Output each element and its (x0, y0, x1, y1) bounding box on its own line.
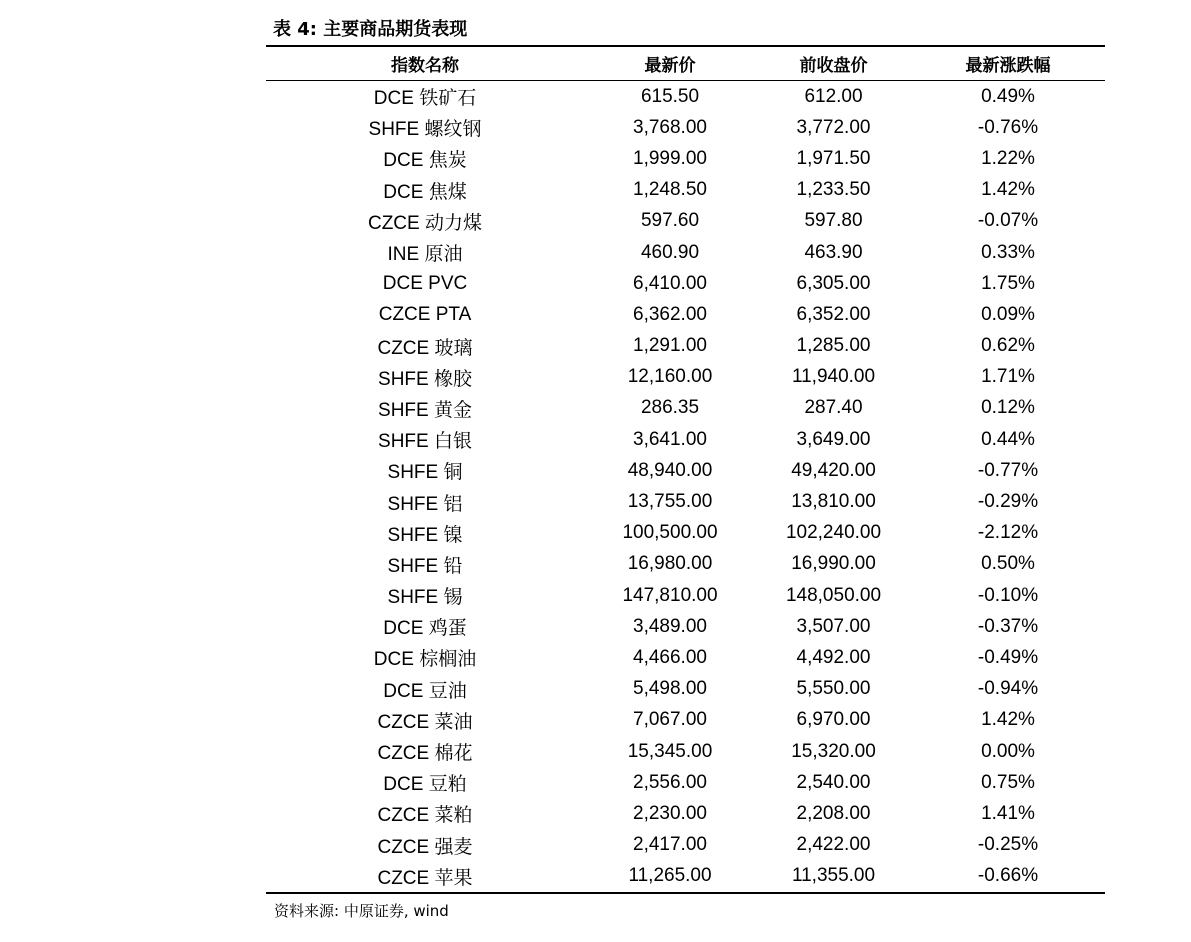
cell-latest-change: -0.29% (977, 491, 1039, 513)
cell-index-name: CZCE 棉花 (377, 743, 473, 765)
cell-latest-price: 100,500.00 (622, 522, 718, 544)
cell-previous-close: 3,507.00 (796, 615, 871, 637)
cell-previous-close: 5,550.00 (796, 678, 871, 700)
cell-index-name: SHFE 镍 (387, 524, 463, 546)
cell-latest-price: 3,489.00 (633, 615, 707, 637)
table-row (266, 861, 1105, 893)
table-header-row (266, 46, 1105, 81)
cell-latest-change: -0.07% (977, 210, 1039, 232)
cell-index-name: DCE 焦煤 (383, 181, 467, 203)
cell-latest-change: -0.25% (977, 834, 1039, 856)
table-row (266, 331, 1105, 362)
cell-latest-price: 3,641.00 (633, 428, 707, 450)
table-row (266, 642, 1105, 673)
cell-previous-close: 148,050.00 (785, 584, 882, 606)
cell-latest-price: 13,755.00 (627, 491, 713, 513)
cell-index-name: SHFE 螺纹钢 (368, 119, 482, 141)
cell-latest-change: 1.71% (981, 366, 1035, 388)
table-row (266, 175, 1105, 206)
table-row (266, 268, 1105, 299)
table-row (266, 580, 1105, 611)
cell-previous-close: 3,649.00 (796, 428, 871, 450)
cell-previous-close: 1,233.50 (796, 179, 871, 201)
cell-latest-price: 16,980.00 (627, 553, 713, 575)
cell-index-name: DCE 豆粕 (383, 774, 467, 796)
cell-previous-close: 6,970.00 (796, 709, 871, 731)
table-header (266, 46, 1105, 81)
cell-index-name: DCE 焦炭 (383, 150, 467, 172)
table-row (266, 736, 1105, 767)
cell-latest-change: 0.12% (981, 397, 1035, 419)
cell-previous-close: 463.90 (804, 241, 863, 263)
table-row (266, 611, 1105, 642)
cell-latest-price: 1,248.50 (633, 179, 707, 201)
cell-previous-close: 4,492.00 (796, 646, 871, 668)
table-caption: 表 4: 主要商品期货表现 (273, 19, 468, 40)
cell-index-name: CZCE PTA (378, 303, 472, 325)
source-note: 资料来源: 中原证券, wind (274, 902, 449, 920)
cell-previous-close: 6,305.00 (796, 272, 871, 294)
cell-index-name: SHFE 白银 (378, 431, 472, 453)
cell-previous-close: 2,208.00 (796, 802, 871, 824)
cell-latest-change: -0.76% (977, 116, 1039, 138)
cell-index-name: SHFE 铅 (387, 555, 463, 577)
cell-latest-price: 6,410.00 (633, 272, 707, 294)
table-row (266, 237, 1105, 268)
cell-latest-price: 597.60 (640, 210, 700, 232)
table-row (266, 143, 1105, 174)
cell-index-name: INE 原油 (387, 244, 463, 266)
table-row (266, 798, 1105, 829)
cell-index-name: CZCE 菜粕 (377, 805, 473, 827)
header-latest-change: 最新涨跌幅 (965, 56, 1051, 76)
cell-latest-price: 147,810.00 (622, 584, 718, 606)
cell-latest-change: 0.49% (981, 85, 1035, 107)
cell-previous-close: 11,355.00 (791, 865, 876, 887)
cell-latest-price: 286.35 (640, 397, 700, 419)
cell-index-name: SHFE 黄金 (378, 399, 472, 421)
cell-index-name: CZCE 玻璃 (377, 337, 473, 359)
cell-latest-change: 0.09% (981, 303, 1035, 325)
cell-latest-change: 1.75% (981, 272, 1035, 294)
table-row (266, 81, 1105, 113)
table-row (266, 830, 1105, 861)
cell-latest-change: -0.66% (977, 865, 1039, 887)
cell-latest-price: 48,940.00 (627, 459, 713, 481)
cell-latest-price: 1,291.00 (633, 335, 707, 357)
table-row (266, 299, 1105, 330)
cell-latest-price: 6,362.00 (633, 303, 707, 325)
table-body (266, 81, 1105, 893)
cell-latest-change: 1.41% (981, 802, 1035, 824)
cell-latest-change: -0.77% (977, 459, 1039, 481)
cell-previous-close: 1,971.50 (796, 147, 871, 169)
cell-latest-change: -0.37% (977, 615, 1039, 637)
table-row (266, 393, 1105, 424)
cell-previous-close: 16,990.00 (791, 553, 876, 575)
table-row (266, 362, 1105, 393)
cell-previous-close: 49,420.00 (791, 459, 876, 481)
cell-previous-close: 3,772.00 (796, 116, 871, 138)
cell-latest-price: 3,768.00 (633, 116, 707, 138)
cell-index-name: CZCE 苹果 (377, 867, 473, 889)
cell-index-name: DCE 铁矿石 (373, 88, 477, 110)
cell-previous-close: 15,320.00 (791, 740, 876, 762)
cell-latest-change: 1.22% (981, 147, 1035, 169)
cell-index-name: CZCE 强麦 (377, 836, 473, 858)
cell-previous-close: 102,240.00 (785, 522, 882, 544)
cell-previous-close: 612.00 (804, 85, 863, 107)
cell-previous-close: 13,810.00 (791, 491, 876, 513)
cell-previous-close: 2,422.00 (796, 834, 871, 856)
cell-index-name: SHFE 铝 (387, 493, 463, 515)
cell-previous-close: 597.80 (804, 210, 863, 232)
cell-index-name: SHFE 橡胶 (378, 368, 472, 390)
cell-latest-change: 0.44% (981, 428, 1035, 450)
cell-latest-change: 0.50% (981, 553, 1035, 575)
table-row (266, 424, 1105, 455)
table-row (266, 112, 1105, 143)
cell-previous-close: 2,540.00 (796, 771, 871, 793)
cell-previous-close: 6,352.00 (796, 303, 871, 325)
cell-latest-change: 1.42% (981, 709, 1035, 731)
cell-previous-close: 11,940.00 (791, 366, 876, 388)
cell-latest-price: 615.50 (640, 85, 700, 107)
cell-latest-price: 4,466.00 (633, 646, 707, 668)
cell-latest-price: 5,498.00 (633, 678, 707, 700)
cell-latest-change: 0.75% (981, 771, 1035, 793)
table-row (266, 206, 1105, 237)
commodity-futures-table (266, 45, 1105, 894)
cell-index-name: SHFE 铜 (387, 462, 463, 484)
table-row (266, 486, 1105, 517)
cell-latest-price: 1,999.00 (633, 147, 707, 169)
table-row (266, 767, 1105, 798)
cell-latest-change: 0.33% (981, 241, 1035, 263)
cell-latest-price: 15,345.00 (627, 740, 713, 762)
cell-index-name: SHFE 锡 (387, 587, 463, 609)
cell-latest-change: 1.42% (981, 179, 1035, 201)
cell-latest-price: 2,230.00 (633, 802, 707, 824)
cell-latest-price: 2,417.00 (633, 834, 707, 856)
table-row (266, 518, 1105, 549)
cell-index-name: DCE 棕榈油 (373, 649, 477, 671)
cell-latest-price: 11,265.00 (628, 865, 712, 887)
cell-index-name: CZCE 动力煤 (367, 212, 482, 234)
cell-latest-price: 2,556.00 (633, 771, 707, 793)
table-row (266, 674, 1105, 705)
cell-latest-change: -0.49% (977, 646, 1039, 668)
cell-latest-price: 12,160.00 (627, 366, 713, 388)
cell-index-name: DCE 豆油 (383, 680, 467, 702)
cell-latest-price: 460.90 (640, 241, 700, 263)
cell-previous-close: 287.40 (804, 397, 863, 419)
cell-latest-change: 0.62% (981, 335, 1035, 357)
header-index-name: 指数名称 (391, 56, 459, 76)
table-row (266, 705, 1105, 736)
table-row (266, 455, 1105, 486)
header-latest-price: 最新价 (644, 56, 696, 76)
header-previous-close: 前收盘价 (799, 56, 868, 76)
table-row (266, 549, 1105, 580)
commodity-futures-table-container (266, 45, 1105, 894)
cell-latest-change: -0.10% (977, 584, 1039, 606)
cell-index-name: DCE PVC (382, 272, 468, 294)
cell-latest-price: 7,067.00 (633, 709, 707, 731)
cell-previous-close: 1,285.00 (796, 335, 871, 357)
cell-latest-change: -0.94% (977, 678, 1039, 700)
cell-latest-change: 0.00% (981, 740, 1035, 762)
cell-index-name: DCE 鸡蛋 (383, 618, 467, 640)
cell-index-name: CZCE 菜油 (377, 711, 473, 733)
cell-latest-change: -2.12% (977, 522, 1039, 544)
